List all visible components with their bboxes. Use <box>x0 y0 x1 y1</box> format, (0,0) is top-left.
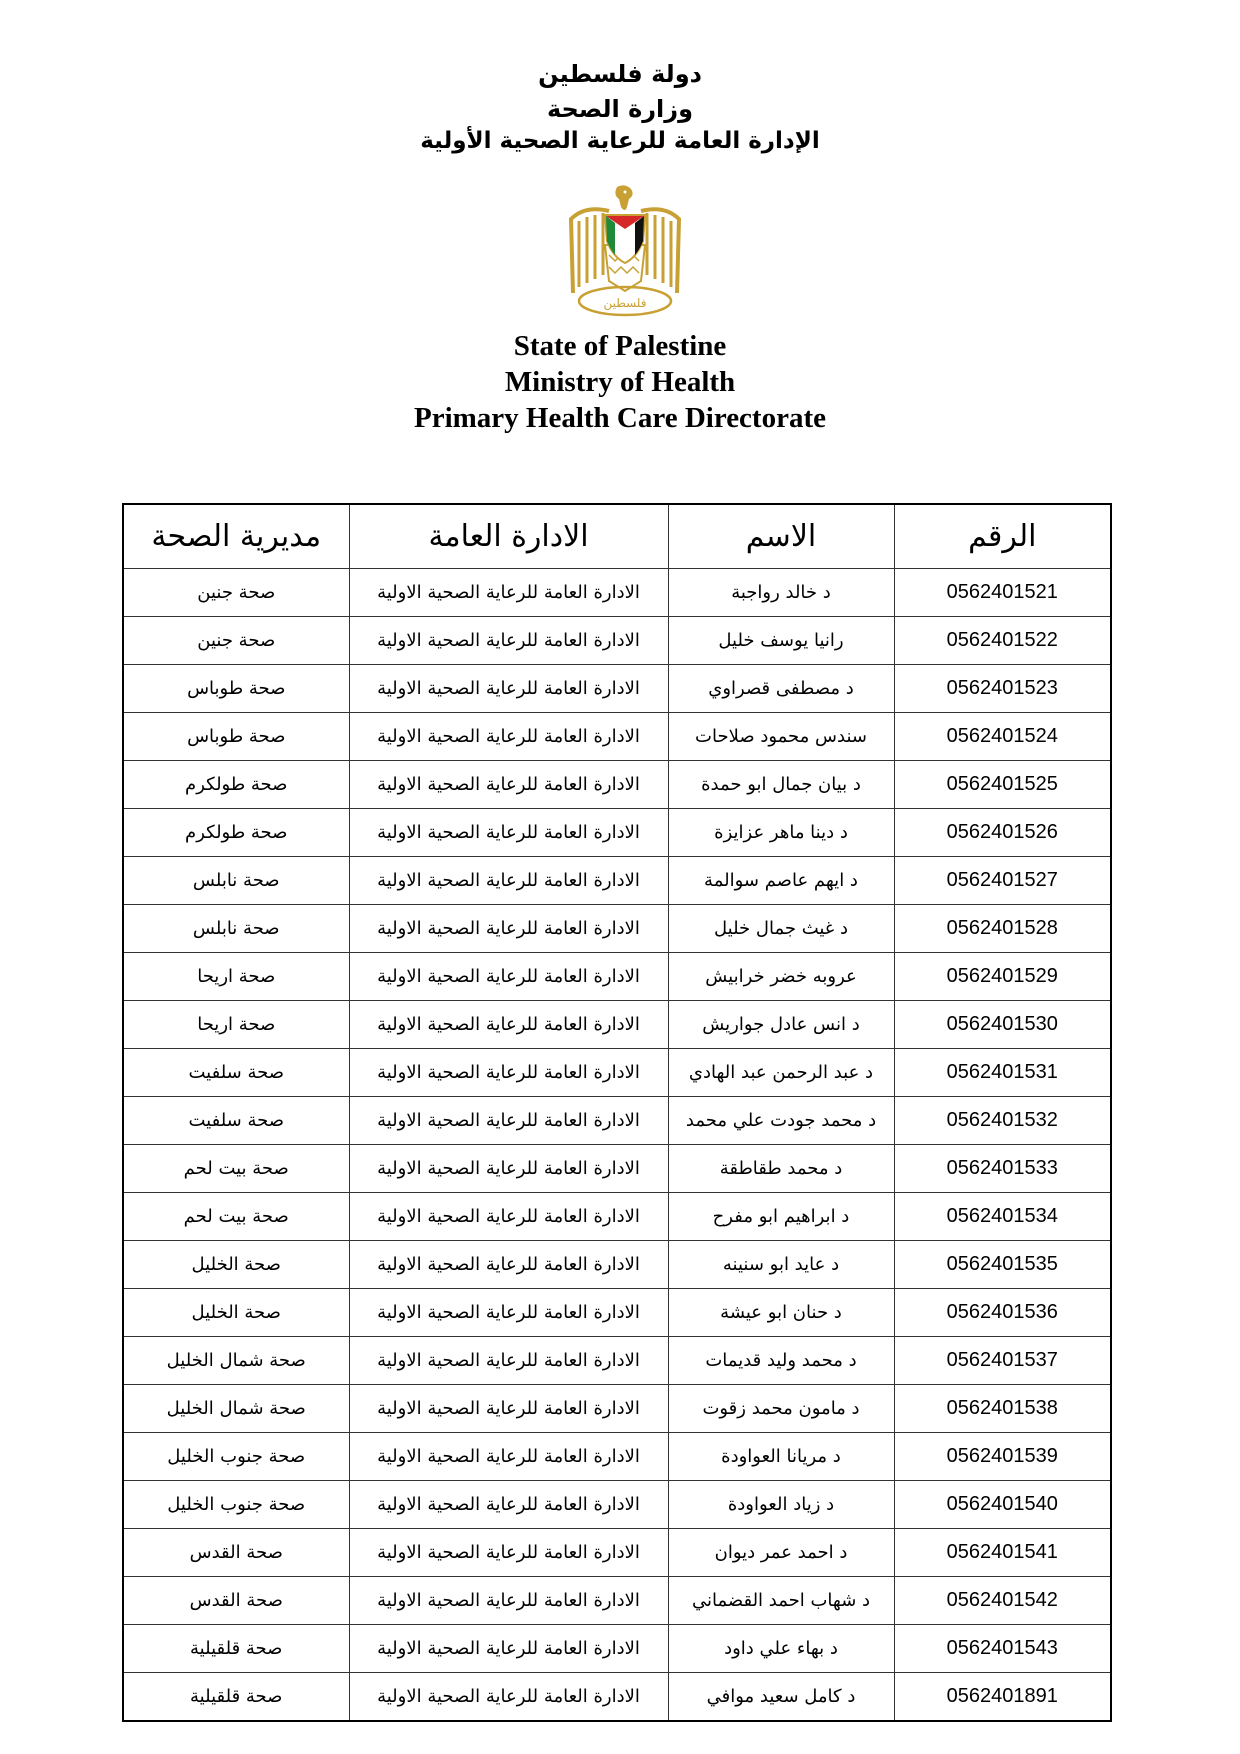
cell-name: د حنان ابو عيشة <box>668 1289 894 1337</box>
staff-phone-table <box>122 503 1112 1722</box>
table-row <box>123 665 1111 713</box>
cell-directorate: صحة طوباس <box>123 713 349 761</box>
cell-name: د عبد الرحمن عبد الهادي <box>668 1049 894 1097</box>
cell-directorate: صحة اريحا <box>123 1001 349 1049</box>
cell-directorate: صحة نابلس <box>123 857 349 905</box>
table-row <box>123 1049 1111 1097</box>
cell-name: د غيث جمال خليل <box>668 905 894 953</box>
cell-directorate: صحة طوباس <box>123 665 349 713</box>
table-row <box>123 1529 1111 1577</box>
table-row <box>123 713 1111 761</box>
english-header-directorate: Primary Health Care Directorate <box>413 402 826 434</box>
cell-number: 0562401539 <box>894 1433 1111 1481</box>
cell-number: 0562401527 <box>894 857 1111 905</box>
cell-number: 0562401530 <box>894 1001 1111 1049</box>
cell-name: د محمد وليد قديمات <box>668 1337 894 1385</box>
table-row <box>123 1193 1111 1241</box>
cell-department: الادارة العامة للرعاية الصحية الاولية <box>349 1529 668 1577</box>
cell-directorate: صحة بيت لحم <box>123 1145 349 1193</box>
cell-name: د مريانا العواودة <box>668 1433 894 1481</box>
cell-name: د عايد ابو سنينه <box>668 1241 894 1289</box>
cell-directorate: صحة نابلس <box>123 905 349 953</box>
cell-directorate: صحة جنوب الخليل <box>123 1433 349 1481</box>
cell-department: الادارة العامة للرعاية الصحية الاولية <box>349 857 668 905</box>
cell-directorate: صحة جنين <box>123 617 349 665</box>
cell-name: د بيان جمال ابو حمدة <box>668 761 894 809</box>
table-row <box>123 617 1111 665</box>
cell-department: الادارة العامة للرعاية الصحية الاولية <box>349 1241 668 1289</box>
cell-directorate: صحة بيت لحم <box>123 1193 349 1241</box>
table-row <box>123 1145 1111 1193</box>
cell-number: 0562401528 <box>894 905 1111 953</box>
cell-name: سندس محمود صلاحات <box>668 713 894 761</box>
cell-department: الادارة العامة للرعاية الصحية الاولية <box>349 569 668 617</box>
table-row <box>123 569 1111 617</box>
cell-department: الادارة العامة للرعاية الصحية الاولية <box>349 713 668 761</box>
cell-number: 0562401532 <box>894 1097 1111 1145</box>
cell-name: د مصطفى قصراوي <box>668 665 894 713</box>
cell-name: د مامون محمد زقوت <box>668 1385 894 1433</box>
cell-directorate: صحة جنوب الخليل <box>123 1481 349 1529</box>
cell-name: عروبه خضر خرابيش <box>668 953 894 1001</box>
table-row <box>123 1289 1111 1337</box>
cell-directorate: صحة طولكرم <box>123 809 349 857</box>
cell-department: الادارة العامة للرعاية الصحية الاولية <box>349 1097 668 1145</box>
cell-department: الادارة العامة للرعاية الصحية الاولية <box>349 665 668 713</box>
cell-department: الادارة العامة للرعاية الصحية الاولية <box>349 1577 668 1625</box>
cell-name: رانيا يوسف خليل <box>668 617 894 665</box>
table-row <box>123 1673 1111 1722</box>
cell-directorate: صحة سلفيت <box>123 1097 349 1145</box>
cell-name: د ايهم عاصم سوالمة <box>668 857 894 905</box>
cell-name: د خالد رواجبة <box>668 569 894 617</box>
cell-name: د زياد العواودة <box>668 1481 894 1529</box>
table-row <box>123 857 1111 905</box>
palestine-eagle-emblem-icon <box>565 183 685 323</box>
cell-department: الادارة العامة للرعاية الصحية الاولية <box>349 761 668 809</box>
table-row <box>123 1241 1111 1289</box>
cell-name: د كامل سعيد موافي <box>668 1673 894 1722</box>
cell-name: د بهاء علي داود <box>668 1625 894 1673</box>
cell-department: الادارة العامة للرعاية الصحية الاولية <box>349 1481 668 1529</box>
cell-department: الادارة العامة للرعاية الصحية الاولية <box>349 1337 668 1385</box>
cell-directorate: صحة القدس <box>123 1577 349 1625</box>
cell-number: 0562401891 <box>894 1673 1111 1722</box>
table-row <box>123 1577 1111 1625</box>
cell-directorate: صحة سلفيت <box>123 1049 349 1097</box>
cell-number: 0562401543 <box>894 1625 1111 1673</box>
cell-directorate: صحة اريحا <box>123 953 349 1001</box>
cell-number: 0562401529 <box>894 953 1111 1001</box>
cell-department: الادارة العامة للرعاية الصحية الاولية <box>349 953 668 1001</box>
cell-number: 0562401522 <box>894 617 1111 665</box>
cell-number: 0562401521 <box>894 569 1111 617</box>
table-row <box>123 905 1111 953</box>
cell-name: د شهاب احمد القضماني <box>668 1577 894 1625</box>
cell-directorate: صحة قلقيلية <box>123 1625 349 1673</box>
table-row <box>123 1001 1111 1049</box>
table-row <box>123 1097 1111 1145</box>
table-row <box>123 1481 1111 1529</box>
column-header-department: الادارة العامة <box>349 504 668 569</box>
cell-name: د محمد طقاطقة <box>668 1145 894 1193</box>
english-header-ministry: Ministry of Health <box>504 366 736 398</box>
cell-name: د انس عادل جواريش <box>668 1001 894 1049</box>
cell-department: الادارة العامة للرعاية الصحية الاولية <box>349 1433 668 1481</box>
cell-number: 0562401534 <box>894 1193 1111 1241</box>
cell-name: د دينا ماهر عزايزة <box>668 809 894 857</box>
cell-number: 0562401536 <box>894 1289 1111 1337</box>
cell-directorate: صحة جنين <box>123 569 349 617</box>
column-header-name: الاسم <box>668 504 894 569</box>
cell-department: الادارة العامة للرعاية الصحية الاولية <box>349 1625 668 1673</box>
table-row <box>123 761 1111 809</box>
arabic-header-ministry: وزارة الصحة <box>546 95 694 123</box>
cell-number: 0562401523 <box>894 665 1111 713</box>
cell-number: 0562401540 <box>894 1481 1111 1529</box>
cell-directorate: صحة قلقيلية <box>123 1673 349 1722</box>
table-row <box>123 1625 1111 1673</box>
cell-department: الادارة العامة للرعاية الصحية الاولية <box>349 1049 668 1097</box>
cell-number: 0562401538 <box>894 1385 1111 1433</box>
column-header-directorate: مديرية الصحة <box>123 504 349 569</box>
english-header-state: State of Palestine <box>513 330 727 362</box>
cell-name: د احمد عمر ديوان <box>668 1529 894 1577</box>
emblem-caption: فلسطين <box>603 296 647 310</box>
cell-directorate: صحة الخليل <box>123 1241 349 1289</box>
cell-department: الادارة العامة للرعاية الصحية الاولية <box>349 1193 668 1241</box>
table-row <box>123 809 1111 857</box>
cell-directorate: صحة الخليل <box>123 1289 349 1337</box>
cell-directorate: صحة طولكرم <box>123 761 349 809</box>
cell-directorate: صحة شمال الخليل <box>123 1337 349 1385</box>
cell-number: 0562401537 <box>894 1337 1111 1385</box>
cell-number: 0562401526 <box>894 809 1111 857</box>
arabic-header-state: دولة فلسطين <box>538 60 702 88</box>
cell-directorate: صحة القدس <box>123 1529 349 1577</box>
table-row <box>123 1433 1111 1481</box>
cell-number: 0562401541 <box>894 1529 1111 1577</box>
cell-name: د محمد جودت علي محمد <box>668 1097 894 1145</box>
cell-department: الادارة العامة للرعاية الصحية الاولية <box>349 1289 668 1337</box>
cell-department: الادارة العامة للرعاية الصحية الاولية <box>349 905 668 953</box>
cell-directorate: صحة شمال الخليل <box>123 1385 349 1433</box>
cell-number: 0562401531 <box>894 1049 1111 1097</box>
table-row <box>123 953 1111 1001</box>
cell-department: الادارة العامة للرعاية الصحية الاولية <box>349 1673 668 1722</box>
column-header-number: الرقم <box>894 504 1111 569</box>
cell-number: 0562401533 <box>894 1145 1111 1193</box>
table-header-row <box>123 504 1111 569</box>
cell-department: الادارة العامة للرعاية الصحية الاولية <box>349 1145 668 1193</box>
cell-department: الادارة العامة للرعاية الصحية الاولية <box>349 1001 668 1049</box>
table-row <box>123 1337 1111 1385</box>
cell-department: الادارة العامة للرعاية الصحية الاولية <box>349 1385 668 1433</box>
cell-department: الادارة العامة للرعاية الصحية الاولية <box>349 809 668 857</box>
cell-department: الادارة العامة للرعاية الصحية الاولية <box>349 617 668 665</box>
arabic-header-directorate: الإدارة العامة للرعاية الصحية الأولية <box>420 128 820 154</box>
cell-number: 0562401525 <box>894 761 1111 809</box>
cell-number: 0562401524 <box>894 713 1111 761</box>
cell-number: 0562401535 <box>894 1241 1111 1289</box>
cell-number: 0562401542 <box>894 1577 1111 1625</box>
table-row <box>123 1385 1111 1433</box>
cell-name: د ابراهيم ابو مفرح <box>668 1193 894 1241</box>
